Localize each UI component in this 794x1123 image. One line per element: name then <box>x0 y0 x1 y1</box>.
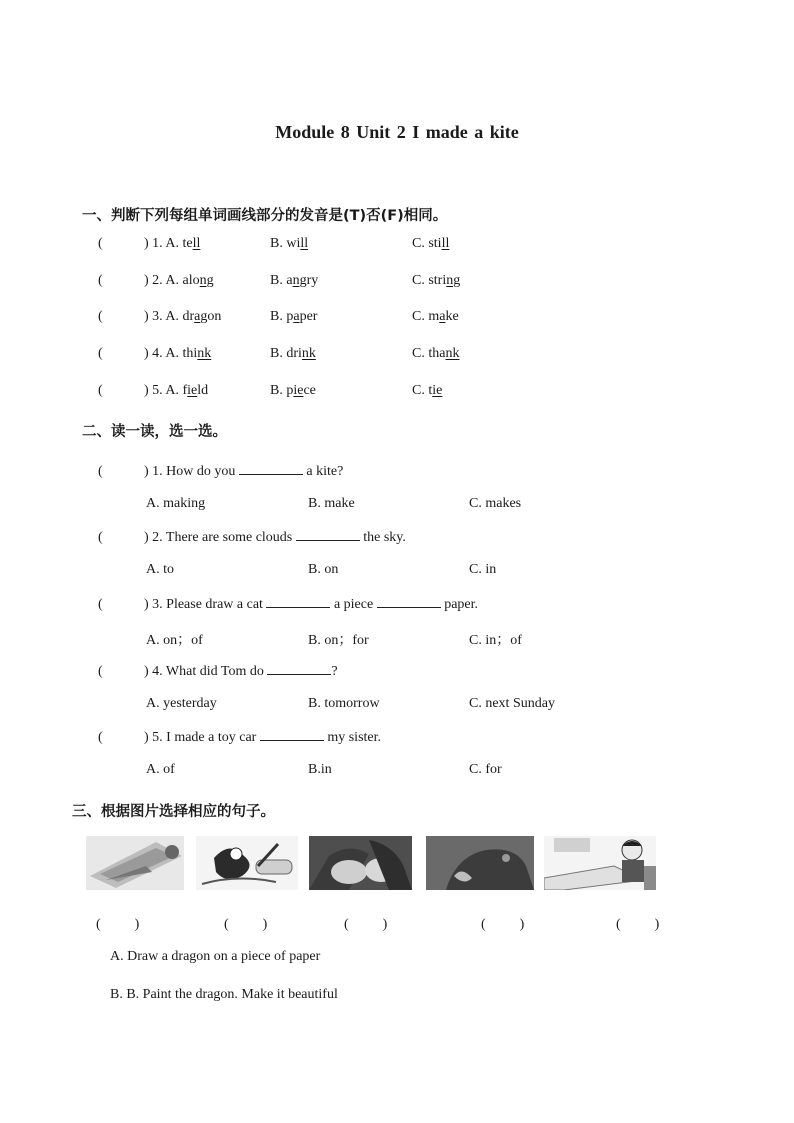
section1-heading: 一、判断下列每组单词画线部分的发音是(T)否(F)相同。 <box>82 208 448 224</box>
word-option-c <box>412 236 449 252</box>
kite-icon <box>86 836 184 890</box>
choice-option: C. makes <box>469 496 522 511</box>
answer-paren[interactable]: ( <box>98 236 103 251</box>
word-part: ry <box>306 273 319 288</box>
underlined-letters: ie <box>293 383 304 398</box>
choice-option: C. in <box>469 562 497 577</box>
paint-picture <box>426 836 534 890</box>
paren-close: ) <box>382 917 388 932</box>
choice-option: B. make <box>308 496 355 511</box>
item-number: ) 1. A. <box>144 236 183 251</box>
answer-paren[interactable]: ( <box>98 346 103 361</box>
answer-paren[interactable]: ( <box>98 309 103 324</box>
paren-open: ( <box>224 917 229 932</box>
underlined-letters: ll <box>441 236 450 251</box>
question-text: a piece <box>330 597 377 612</box>
boy-picture <box>544 836 656 890</box>
word-part: ld <box>197 383 209 398</box>
question-text: ) 5. I made a toy car <box>144 730 260 745</box>
question-text: my sister. <box>323 730 382 745</box>
word-part: te <box>182 236 193 251</box>
paren-open: ( <box>96 917 101 932</box>
word-part: B. a <box>270 273 293 288</box>
cut-picture <box>309 836 412 890</box>
word-option-c <box>412 383 442 399</box>
word-option-b <box>270 236 308 252</box>
answer-paren[interactable]: ( <box>98 664 103 679</box>
word-part: C. stri <box>412 273 447 288</box>
answer-paren[interactable]: ( <box>98 464 103 479</box>
underlined-letters: ie <box>187 383 198 398</box>
fill-blank[interactable] <box>266 596 330 608</box>
choice-option: B. on <box>308 562 339 577</box>
picture-answer-paren[interactable] <box>96 917 139 933</box>
word-part: B. p <box>270 383 294 398</box>
question-text: ) 2. There are some clouds <box>144 530 296 545</box>
paren-close: ) <box>134 917 140 932</box>
paren-open: ( <box>481 917 486 932</box>
underlined-letters: a <box>439 309 446 324</box>
sentence-b: B. B. Paint the dragon. Make it beautiful <box>110 987 338 1002</box>
word-part: C. t <box>412 383 433 398</box>
underlined-letters: nk <box>445 346 460 361</box>
answer-paren[interactable]: ( <box>98 383 103 398</box>
choice-question <box>98 529 406 546</box>
question-text: ? <box>331 664 338 679</box>
choice-question <box>98 463 343 480</box>
section2-heading: 二、读一读，选一选。 <box>82 424 227 440</box>
word-part: alo <box>182 273 200 288</box>
paren-open: ( <box>344 917 349 932</box>
underlined-letters: nk <box>301 346 316 361</box>
answer-paren[interactable]: ( <box>98 273 103 288</box>
choice-option: A. of <box>146 762 175 777</box>
word-part: per <box>299 309 318 324</box>
hands-icon <box>309 836 412 890</box>
word-option-b <box>270 383 316 399</box>
page-title: Module 8 Unit 2 I made a kite <box>275 122 519 142</box>
picture-answer-paren[interactable] <box>481 917 524 933</box>
fill-blank[interactable] <box>267 663 331 675</box>
choice-option: A. yesterday <box>146 696 217 711</box>
question-text: ) 4. What did Tom do <box>144 664 268 679</box>
word-option-c <box>412 309 459 325</box>
choice-option: B.in <box>308 762 332 777</box>
word-part: B. wi <box>270 236 301 251</box>
question-text: a kite? <box>302 464 344 479</box>
choice-question <box>98 729 381 746</box>
word-option-a <box>183 236 201 251</box>
pronunciation-item <box>98 383 518 399</box>
word-part: gon <box>200 309 222 324</box>
dragon-drawing-icon <box>196 836 298 890</box>
item-number: ) 2. A. <box>144 273 183 288</box>
word-option-a <box>183 309 222 324</box>
choice-option: A. to <box>146 562 174 577</box>
kite-picture <box>86 836 184 890</box>
section3-heading: 三、根据图片选择相应的句子。 <box>72 804 275 820</box>
dragon-icon <box>426 836 534 890</box>
word-part: ce <box>303 383 316 398</box>
picture-answer-paren[interactable] <box>344 917 387 933</box>
answer-paren[interactable]: ( <box>98 530 103 545</box>
question-text: ) 1. How do you <box>144 464 239 479</box>
underlined-letters: ie <box>432 383 443 398</box>
pronunciation-item <box>98 273 518 289</box>
choice-option: B. on；for <box>308 633 369 648</box>
choice-option: C. next Sunday <box>469 696 555 711</box>
word-option-a <box>183 346 212 361</box>
underlined-letters: ll <box>300 236 309 251</box>
word-option-b <box>270 309 317 325</box>
word-part: C. sti <box>412 236 442 251</box>
word-option-a <box>183 383 209 398</box>
item-number: ) 5. A. <box>144 383 183 398</box>
word-part: B. dri <box>270 346 302 361</box>
answer-paren[interactable]: ( <box>98 597 103 612</box>
picture-answer-paren[interactable] <box>616 917 659 933</box>
answer-paren[interactable]: ( <box>98 730 103 745</box>
word-part: C. tha <box>412 346 446 361</box>
underlined-letters: ng <box>199 273 214 288</box>
paren-open: ( <box>616 917 621 932</box>
underlined-letters: a <box>194 309 201 324</box>
question-text: paper. <box>440 597 479 612</box>
paren-close: ) <box>654 917 660 932</box>
picture-answer-paren[interactable] <box>224 917 267 933</box>
word-option-c <box>412 273 460 289</box>
question-text: the sky. <box>359 530 406 545</box>
word-part: B. p <box>270 309 294 324</box>
word-part: thi <box>182 346 198 361</box>
choice-option: C. for <box>469 762 502 777</box>
fill-blank[interactable] <box>239 463 303 475</box>
underlined-letters: ng <box>446 273 461 288</box>
choice-option: A. on；of <box>146 633 203 648</box>
word-part: ke <box>445 309 459 324</box>
paren-close: ) <box>519 917 525 932</box>
word-option-a <box>183 273 214 288</box>
pronunciation-item <box>98 346 518 362</box>
fill-blank[interactable] <box>260 729 324 741</box>
choice-question <box>98 596 478 613</box>
choice-option: B. tomorrow <box>308 696 380 711</box>
boy-icon <box>544 836 656 890</box>
word-part: C. m <box>412 309 440 324</box>
fill-blank[interactable] <box>296 529 360 541</box>
question-text: ) 3. Please draw a cat <box>144 597 267 612</box>
paren-close: ) <box>262 917 268 932</box>
sentence-a: A. Draw a dragon on a piece of paper <box>110 949 321 964</box>
item-number: ) 3. A. <box>144 309 183 324</box>
draw-dragon-picture <box>196 836 298 890</box>
fill-blank[interactable] <box>377 596 441 608</box>
item-number: ) 4. A. <box>144 346 183 361</box>
word-option-b <box>270 273 318 289</box>
pronunciation-item <box>98 236 518 252</box>
word-option-b <box>270 346 316 362</box>
choice-option: A. making <box>146 496 206 511</box>
choice-question <box>98 663 338 680</box>
word-part: f <box>182 383 188 398</box>
underlined-letters: nk <box>197 346 212 361</box>
pronunciation-item <box>98 309 518 325</box>
underlined-letters: a <box>293 309 300 324</box>
word-option-c <box>412 346 459 362</box>
word-part: dr <box>182 309 195 324</box>
underlined-letters: ll <box>192 236 201 251</box>
underlined-letters: ng <box>292 273 307 288</box>
choice-option: C. in；of <box>469 633 522 648</box>
